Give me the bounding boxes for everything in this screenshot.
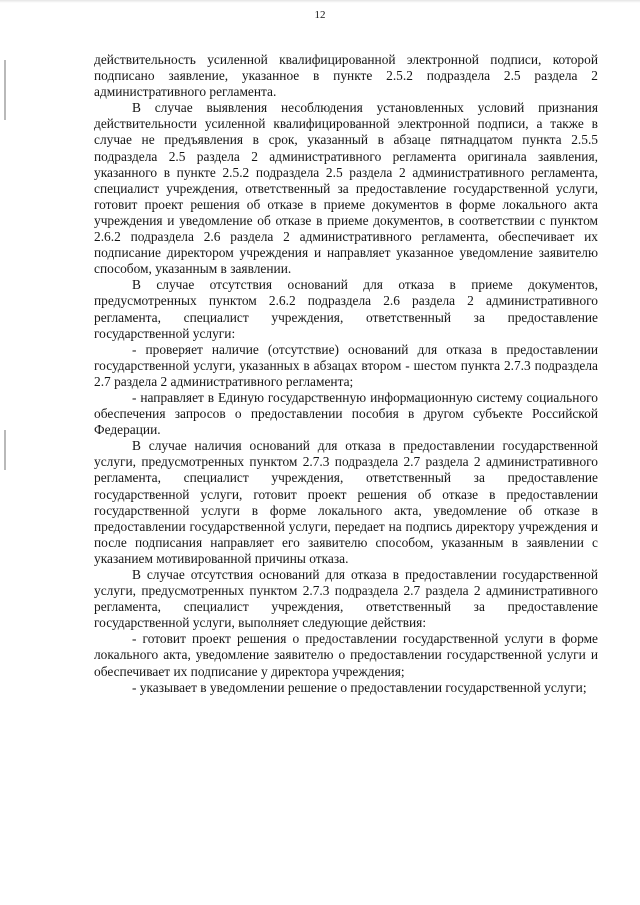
paragraph: В случае отсутствия оснований для отказа в предоставлении государственной услуги, предусмотренных пунктом 2.7.3 подраздела 2.7 раздела 2 административного регламента, специалист учреждения, ответственный за предоставление государственной услуги, выполняет следующие действия: [94,567,598,631]
list-item: - направляет в Единую государственную информационную систему социального обеспечения запросов о предоставлении пособия в другом субъекте Российской Федерации. [94,389,598,438]
list-item: - готовит проект решения о предоставлении государственной услуги в форме локального акта, уведомление заявителю о предоставлении государственной услуги и обеспечивает их подписание у директора учреждения; [94,631,598,679]
binding-mark [4,60,6,120]
binding-mark [4,430,6,470]
document-body [94,52,598,696]
paragraph: действительность усиленной квалифицированной электронной подписи, которой подписано заявление, указанное в пункте 2.5.2 подраздела 2.5 раздела 2 административного регламента. [94,52,598,100]
list-item: - проверяет наличие (отсутствие) оснований для отказа в предоставлении государственной услуги, указанных в абзацах втором - шестом пункта 2.7.3 подраздела 2.7 раздела 2 административного регламента; [94,341,598,389]
paragraph: В случае отсутствия оснований для отказа в приеме документов, предусмотренных пунктом 2.6.2 подраздела 2.6 раздела 2 административного регламента, специалист учреждения, ответственный за предоставление государственной услуги: [94,277,598,341]
scan-top-edge [0,0,640,3]
paragraph: В случае выявления несоблюдения установленных условий признания действительности усиленной квалифицированной электронной подписи, а также в случае не предъявления в срок, указанный в абзаце пятнадцатом пункта 2.5.5 подраздела 2.5 раздела 2 административного регламента оригинала заявления, указанного в пункте 2.5.2 подраздела 2.5 раздела 2 административного регламента, специалист учреждения, ответственный за предоставление государственной услуги, готовит проект решения об отказе в приеме документов в форме локального акта учреждения и уведомление об отказе в приеме документов, в соответствии с пунктом 2.6.2 подраздела 2.6 раздела 2 административного регламента, обеспечивает их подписание директором учреждения и направляет указанное уведомление заявителю способом, указанным в заявлении. [94,100,598,277]
page-number: 12 [314,9,326,21]
list-item: - указывает в уведомлении решение о предоставлении государственной услуги; [132,679,587,695]
paragraph: В случае наличия оснований для отказа в предоставлении государственной услуги, предусмотренных пунктом 2.7.3 подраздела 2.7 раздела 2 административного регламента, специалист учреждения, ответственный за предоставление государственной услуги, готовит проект решения об отказе в предоставлении государственной услуги в форме локального акта, уведомление об отказе в предоставлении государственной услуги, передает на подпись директору учреждения и после подписания направляет его заявителю способом, указанным в заявлении с указанием мотивированной причины отказа. [94,438,598,566]
